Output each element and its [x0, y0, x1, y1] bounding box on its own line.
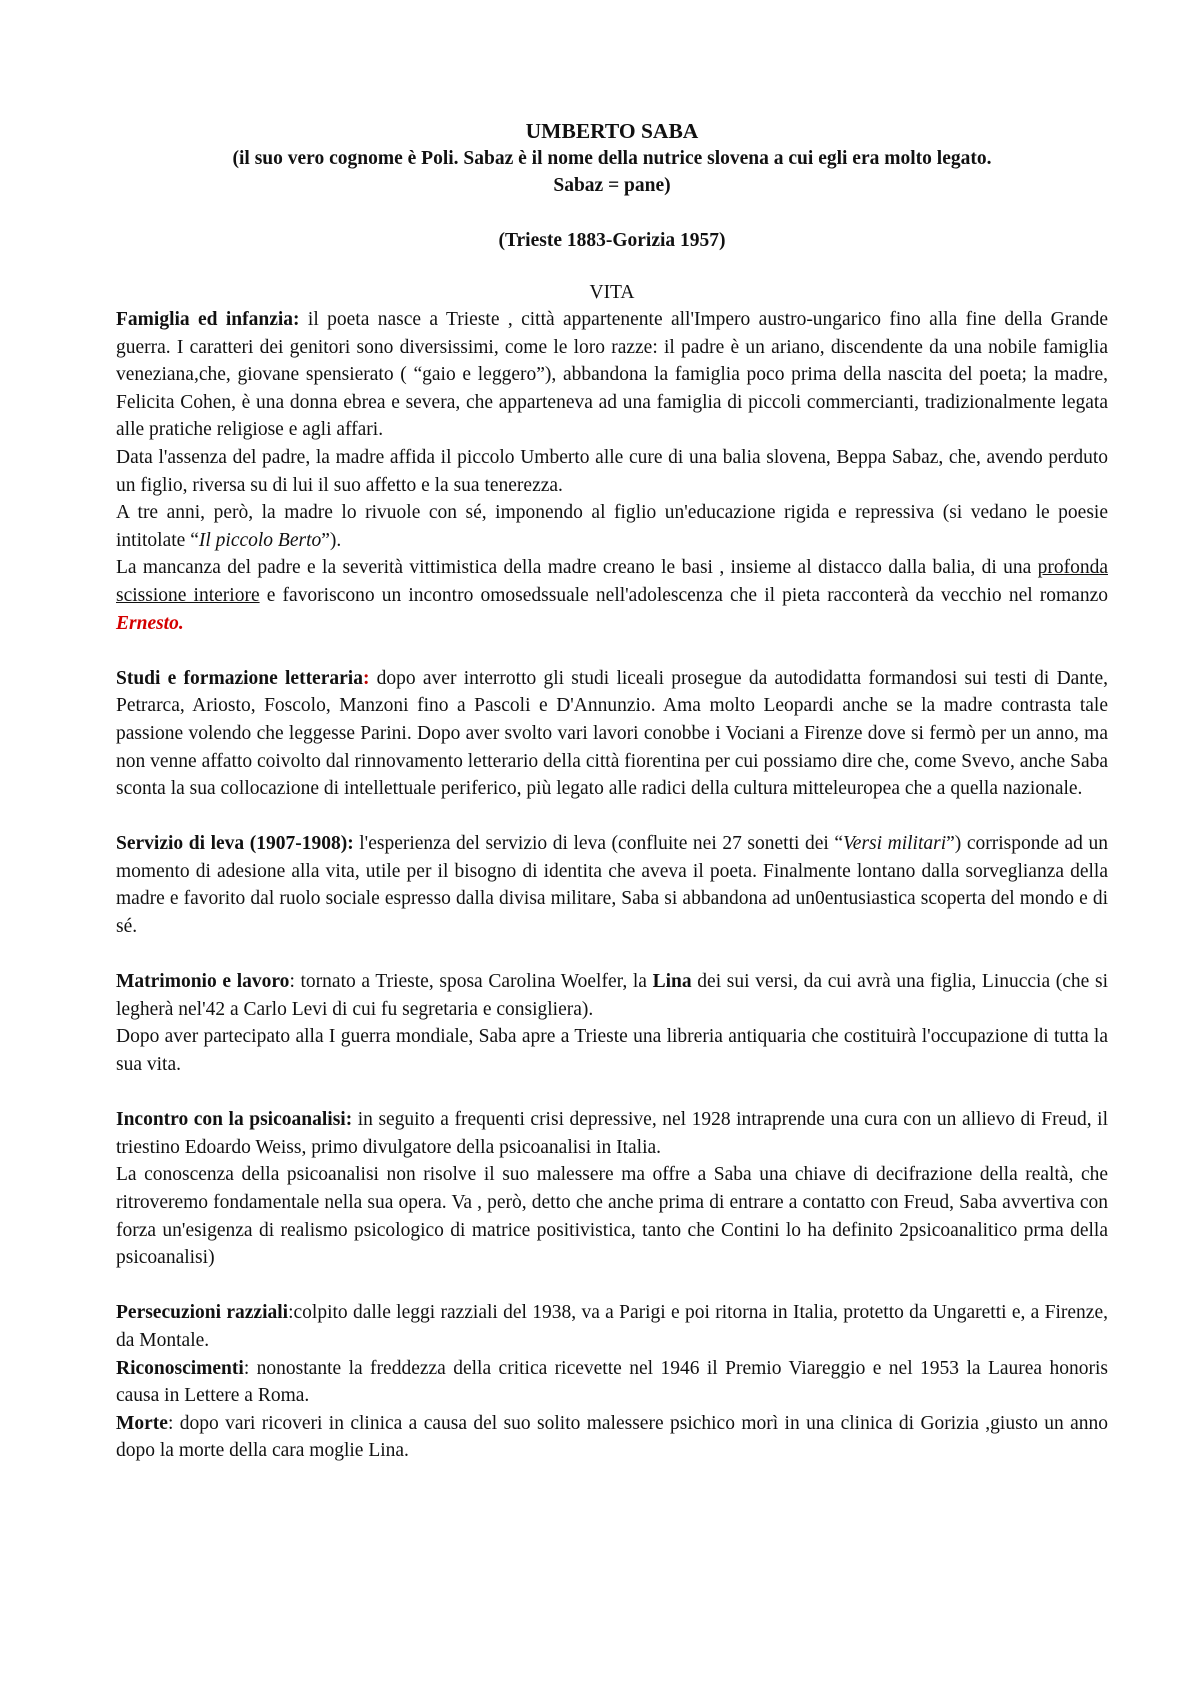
heading-servizio: Servizio di leva (1907-1908):: [116, 833, 354, 855]
heading-studi: Studi e formazione letteraria: [116, 667, 363, 689]
work-title-versi-militari: Versi militari: [843, 833, 947, 855]
subtitle-line-1: (il suo vero cognome è Poli. Sabaz è il nome della nutrice slovena a cui egli era molto legato.: [232, 148, 992, 169]
heading-matrimonio: Matrimonio e lavoro: [116, 971, 290, 993]
text-tre-anni-end: ”).: [321, 529, 342, 551]
paragraph-tre-anni: [116, 499, 1108, 554]
novel-title-ernesto: Ernesto.: [116, 612, 184, 634]
life-dates: (Trieste 1883-Gorizia 1957): [498, 230, 726, 251]
paragraph-guerra: Dopo aver partecipato alla I guerra mondiale, Saba apre a Trieste una libreria antiquaria che costituirà l'occupazione di tutta la sua vita.: [116, 1026, 1108, 1076]
poem-title: Il piccolo Berto: [198, 529, 322, 551]
text-studi: dopo aver interrotto gli studi liceali prosegue da autodidatta formandosi sui testi di Dante, Petrarca, Ariosto, Foscolo, Manzoni fino a Pascoli e D'Annunzio. Ama molto Leopardi anche se la madre contrasta tale passione volendo che leggesse Parini. Dopo aver svolto vari lavori conobbe i Vociani a Firenze dove si fermò per un anno, ma non venne affatto coivolto dal rinnovamento letterario della città fiorentina per cui possiamo dire che, come Svevo, anche Saba sconta la sua collocazione di intellettuale periferico, più legato alle radici della cultura mitteleuropea che a quella nazionale.: [116, 667, 1108, 800]
text-mancanza-1: La mancanza del padre e la severità vittimistica della madre creano le basi , insieme al distacco dalla balia, di una: [116, 557, 1038, 579]
paragraph-mancanza: [116, 554, 1108, 637]
heading-studi-colon: :: [362, 667, 370, 689]
paragraph-persecuzioni: [116, 1299, 1108, 1354]
paragraph-balia: Data l'assenza del padre, la madre affida il piccolo Umberto alle cure di una balia slovena, Beppa Sabaz, che, avendo perduto un figlio, riversa su di lui il suo affetto e la sua tenerezza.: [116, 446, 1108, 496]
heading-psicoanalisi: Incontro con la psicoanalisi:: [116, 1109, 353, 1131]
document-title: UMBERTO SABA: [525, 119, 699, 143]
heading-persecuzioni: Persecuzioni razziali: [116, 1302, 289, 1324]
text-tre-anni: A tre anni, però, la madre lo rivuole con sé, imponendo al figlio un'educazione rigida e repressiva (si vedano le poesie intitolate “: [116, 502, 1108, 551]
paragraph-famiglia: [116, 306, 1108, 444]
section-heading-vita: VITA: [589, 282, 635, 303]
paragraph-matrimonio: [116, 968, 1108, 1023]
heading-famiglia: Famiglia ed infanzia:: [116, 309, 300, 330]
heading-morte: Morte: [116, 1412, 168, 1434]
text-famiglia: il poeta nasce a Trieste , città appartenente all'Impero austro-ungarico fino alla fine della Grande guerra. I caratteri dei genitori sono diversissimi, come le loro razze: il padre è un ariano, discendente da una nobile famiglia veneziana,che, giovane spensierato ( “gaio e leggero”), abbandona la famiglia poco prima della nascita del poeta; la madre, Felicita Cohen, è una donna ebrea e severa, che apparteneva ad una famiglia di piccoli commercianti, tradizionalmente legata alle pratiche religiose e agli affari.: [116, 309, 1108, 441]
paragraph-psicoanalisi: [116, 1106, 1108, 1161]
name-lina: Lina: [652, 971, 692, 993]
paragraph-conoscenza: La conoscenza della psicoanalisi non risolve il suo malessere ma offre a Saba una chiave di decifrazione della realtà, che ritroveremo fondamentale nella sua opera. Va , però, detto che anche prima di entrare a contatto con Freud, Saba avvertiva con forza un'esigenza di realismo psicologico di matrice positivistica, tanto che Contini lo ha definito 2psicoanalitico prma della psicoanalisi): [116, 1164, 1108, 1269]
paragraph-servizio: [116, 830, 1108, 940]
text-matrimonio-2: dei sui versi, da cui avrà una figlia, Linuccia (che si legherà nel'42 a Carlo Levi di cui fu segretaria e consigliera).: [116, 971, 1108, 1020]
underlined-phrase: profonda scissione interiore: [116, 557, 1108, 606]
text-psicoanalisi: in seguito a frequenti crisi depressive, nel 1928 intraprende una cura con un allievo di Freud, il triestino Edoardo Weiss, primo divulgatore della psicoanalisi in Italia.: [116, 1109, 1108, 1158]
text-morte: : dopo vari ricoveri in clinica a causa del suo solito malessere psichico morì in una clinica di Gorizia ,giusto un anno dopo la morte della cara moglie Lina.: [116, 1412, 1108, 1462]
text-mancanza-2: e favoriscono un incontro omosedssuale nell'adolescenza che il pieta racconterà da vecchio nel romanzo: [259, 584, 1108, 606]
text-matrimonio-1: : tornato a Trieste, sposa Carolina Woelfer, la: [289, 971, 653, 993]
text-riconoscimenti: : nonostante la freddezza della critica ricevette nel 1946 il Premio Viareggio e nel 1953 la Laurea honoris causa in Lettere a Roma.: [116, 1357, 1108, 1407]
subtitle-line-2: Sabaz = pane): [553, 175, 671, 196]
paragraph-studi: [116, 665, 1108, 803]
text-servizio-1: l'esperienza del servizio di leva (confluite nei 27 sonetti dei “: [353, 833, 844, 855]
heading-riconoscimenti: Riconoscimenti: [116, 1357, 244, 1379]
paragraph-riconoscimenti: [116, 1355, 1108, 1410]
text-servizio-2: ”) corrisponde ad un momento di adesione alla vita, utile per il bisogno di identita che aveva il poeta. Finalmente lontano dalla sorveglianza della madre e favorito dal ruolo sociale espresso dalla divisa militare, Saba si abbandona ad un0entusiastica scoperta del mondo e di sé.: [116, 833, 1108, 938]
paragraph-morte: [116, 1410, 1108, 1465]
text-persecuzioni: :colpito dalle leggi razziali del 1938, va a Parigi e poi ritorna in Italia, protetto da Ungaretti e, a Firenze, da Montale.: [116, 1302, 1108, 1351]
